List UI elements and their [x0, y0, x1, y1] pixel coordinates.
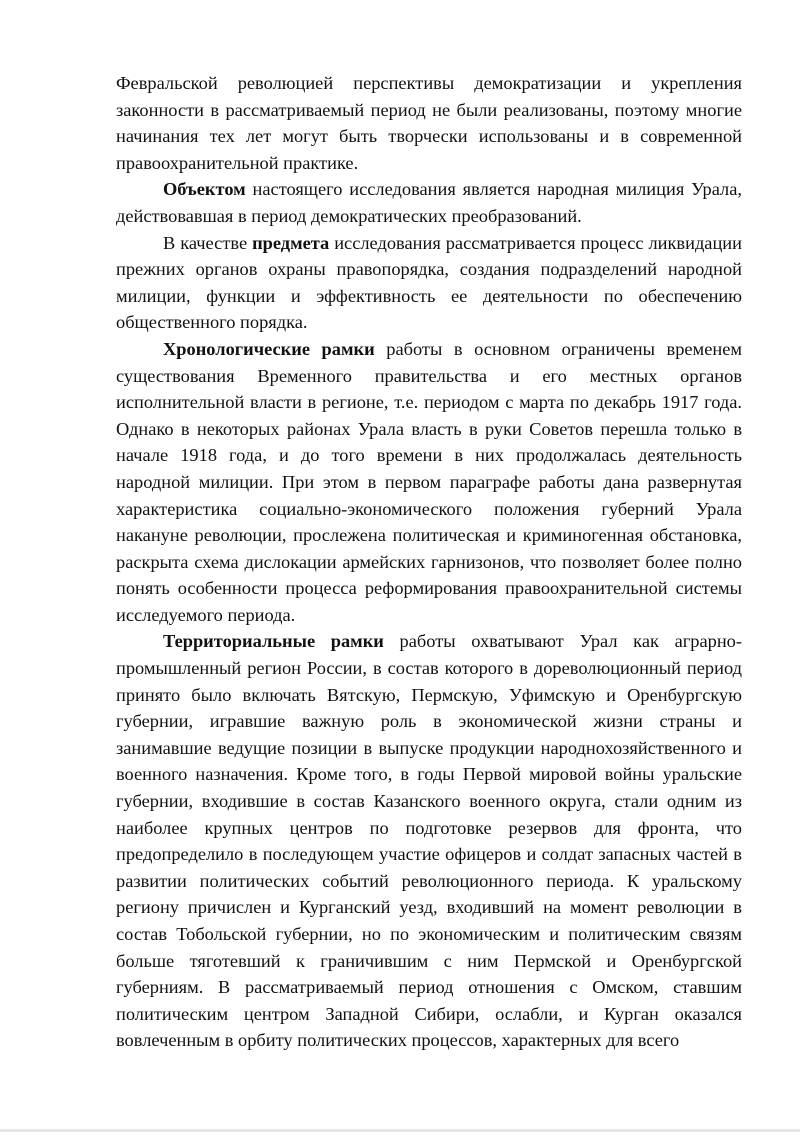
paragraph-lead-term: Хронологические рамки	[163, 338, 375, 359]
paragraph-text: исследования рассматривается процесс ликвидации прежних органов охраны правопорядка, создания подразделений народной милиции, функции и эффективность ее деятельности по обеспечению общественного порядка.	[116, 232, 742, 333]
paragraph-lead-term: Объектом	[163, 179, 246, 200]
paragraph-text: работы охватывают Урал как аграрно-промышленный регион России, в состав которого в дореволюционный период принято было включать Вятскую, Пермскую, Уфимскую и Оренбургскую губернии, игравшие важную роль в экономической жизни страны и занимавшие ведущие позиции в выпуске продукции народнохозяйственного и военного назначения. Кроме того, в годы Первой мировой войны уральские губернии, входившие в состав Казанского военного округа, стали одним из наиболее крупных центров по подготовке резервов для фронта, что предопределило в последующем участие офицеров и солдат запасных частей в развитии политических событий революционного периода. К уральскому региону причислен и Курганский уезд, входивший на момент революции в состав Тобольской губернии, но по экономическим и политическим связям больше тяготевший к граничившим с ним Пермской и Оренбургской губерниям. В рассматриваемый период отношения с Омском, ставшим политическим центром Западной Сибири, ослабли, и Курган оказался вовлеченным в орбиту политических процессов, характерных для всего	[116, 631, 742, 1051]
paragraph-lead-term: предмета	[252, 232, 330, 253]
paragraph-territorial-scope	[116, 628, 742, 1054]
paragraph-text: настоящего исследования является народная милиция Урала, действовавшая в период демократических преобразований.	[116, 179, 742, 226]
paragraph-prefix: В качестве	[163, 232, 253, 253]
paragraph-object	[116, 176, 742, 229]
paragraph-chronological-scope	[116, 336, 742, 629]
paragraph-continuation	[116, 70, 742, 176]
paragraph-text: работы в основном ограничены временем существования Временного правительства и его местных органов исполнительной власти в регионе, т.е. периодом с марта по декабрь 1917 года. Однако в некоторых районах Урала власть в руки Советов перешла только в начале 1918 года, и до того времени в них продолжалась деятельность народной милиции. При этом в первом параграфе работы дана развернутая характеристика социально-экономического положения губерний Урала накануне революции, прослежена политическая и криминогенная обстановка, раскрыта схема дислокации армейских гарнизонов, что позволяет более полно понять особенности процесса реформирования правоохранительной системы исследуемого периода.	[116, 338, 743, 625]
paragraph-lead-term: Территориальные рамки	[163, 631, 384, 652]
paragraph-subject	[116, 230, 742, 336]
paragraph-text: Февральской революцией перспективы демократизации и укрепления законности в рассматриваемый период не были реализованы, поэтому многие начинания тех лет могут быть творчески использованы и в современной правоохранительной практике.	[116, 73, 742, 173]
